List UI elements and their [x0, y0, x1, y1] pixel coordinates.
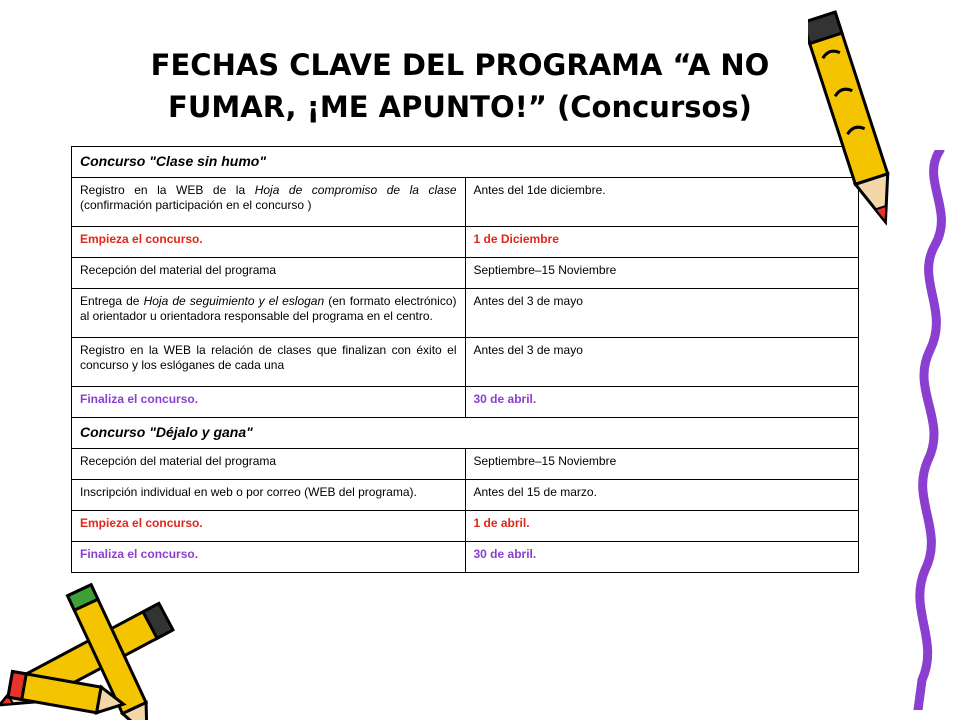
activity-text: Hoja de seguimiento y el eslogan	[143, 294, 325, 308]
date-cell: Septiembre–15 Noviembre	[465, 449, 859, 480]
activity-cell	[72, 387, 466, 418]
activity-cell	[72, 227, 466, 258]
date-cell: 30 de abril.	[465, 542, 859, 573]
date-cell: Antes del 3 de mayo	[465, 289, 859, 338]
table-row	[72, 178, 859, 227]
section-header-row	[72, 418, 859, 449]
table-row	[72, 480, 859, 511]
table-row	[72, 289, 859, 338]
activity-text: (en formato electrónico) al orientador u orientadora responsable del programa en el centro.	[80, 294, 457, 323]
table-row	[72, 511, 859, 542]
date-cell: 1 de Diciembre	[465, 227, 859, 258]
date-cell: 30 de abril.	[465, 387, 859, 418]
key-dates-table	[71, 146, 859, 573]
table-row	[72, 542, 859, 573]
date-cell: Antes del 1de diciembre.	[465, 178, 859, 227]
table-row	[72, 227, 859, 258]
activity-text: Finaliza el concurso.	[80, 392, 199, 406]
page-title: FECHAS CLAVE DEL PROGRAMA “A NO FUMAR, ¡ME APUNTO!” (Concursos)	[150, 48, 770, 124]
table-row	[72, 338, 859, 387]
activity-cell	[72, 511, 466, 542]
activity-cell	[72, 449, 466, 480]
section-heading: Concurso "Clase sin humo"	[72, 147, 859, 178]
activity-cell	[72, 542, 466, 573]
activity-text: (confirmación participación en el concurso )	[80, 198, 312, 212]
section-header-row	[72, 147, 859, 178]
pencils-bottom-left-icon	[0, 580, 200, 720]
section-heading: Concurso "Déjalo y gana"	[72, 418, 859, 449]
dates-table	[71, 146, 859, 573]
activity-text: Finaliza el concurso.	[80, 547, 199, 561]
activity-cell	[72, 289, 466, 338]
activity-text: Hoja de compromiso de la clase	[254, 183, 457, 197]
table-row	[72, 258, 859, 289]
date-cell: Antes del 15 de marzo.	[465, 480, 859, 511]
squiggle-decoration-icon	[900, 150, 960, 710]
activity-text: Inscripción individual en web o por correo (WEB del programa).	[80, 485, 417, 499]
activity-cell	[72, 258, 466, 289]
activity-cell	[72, 338, 466, 387]
activity-cell	[72, 178, 466, 227]
activity-text: Recepción del material del programa	[80, 454, 277, 468]
activity-text: Entrega de	[80, 294, 144, 308]
date-cell: 1 de abril.	[465, 511, 859, 542]
activity-text: Empieza el concurso.	[80, 516, 203, 530]
pencil-top-right-icon	[808, 2, 898, 242]
activity-text: Empieza el concurso.	[80, 232, 203, 246]
activity-text: Recepción del material del programa	[80, 263, 277, 277]
date-cell: Septiembre–15 Noviembre	[465, 258, 859, 289]
activity-text: Registro en la WEB de la	[80, 183, 255, 197]
activity-text: Registro en la WEB la relación de clases que finalizan con éxito el concurso y los eslóganes de cada una	[80, 343, 457, 372]
activity-cell	[72, 480, 466, 511]
table-row	[72, 449, 859, 480]
table-row	[72, 387, 859, 418]
date-cell: Antes del 3 de mayo	[465, 338, 859, 387]
